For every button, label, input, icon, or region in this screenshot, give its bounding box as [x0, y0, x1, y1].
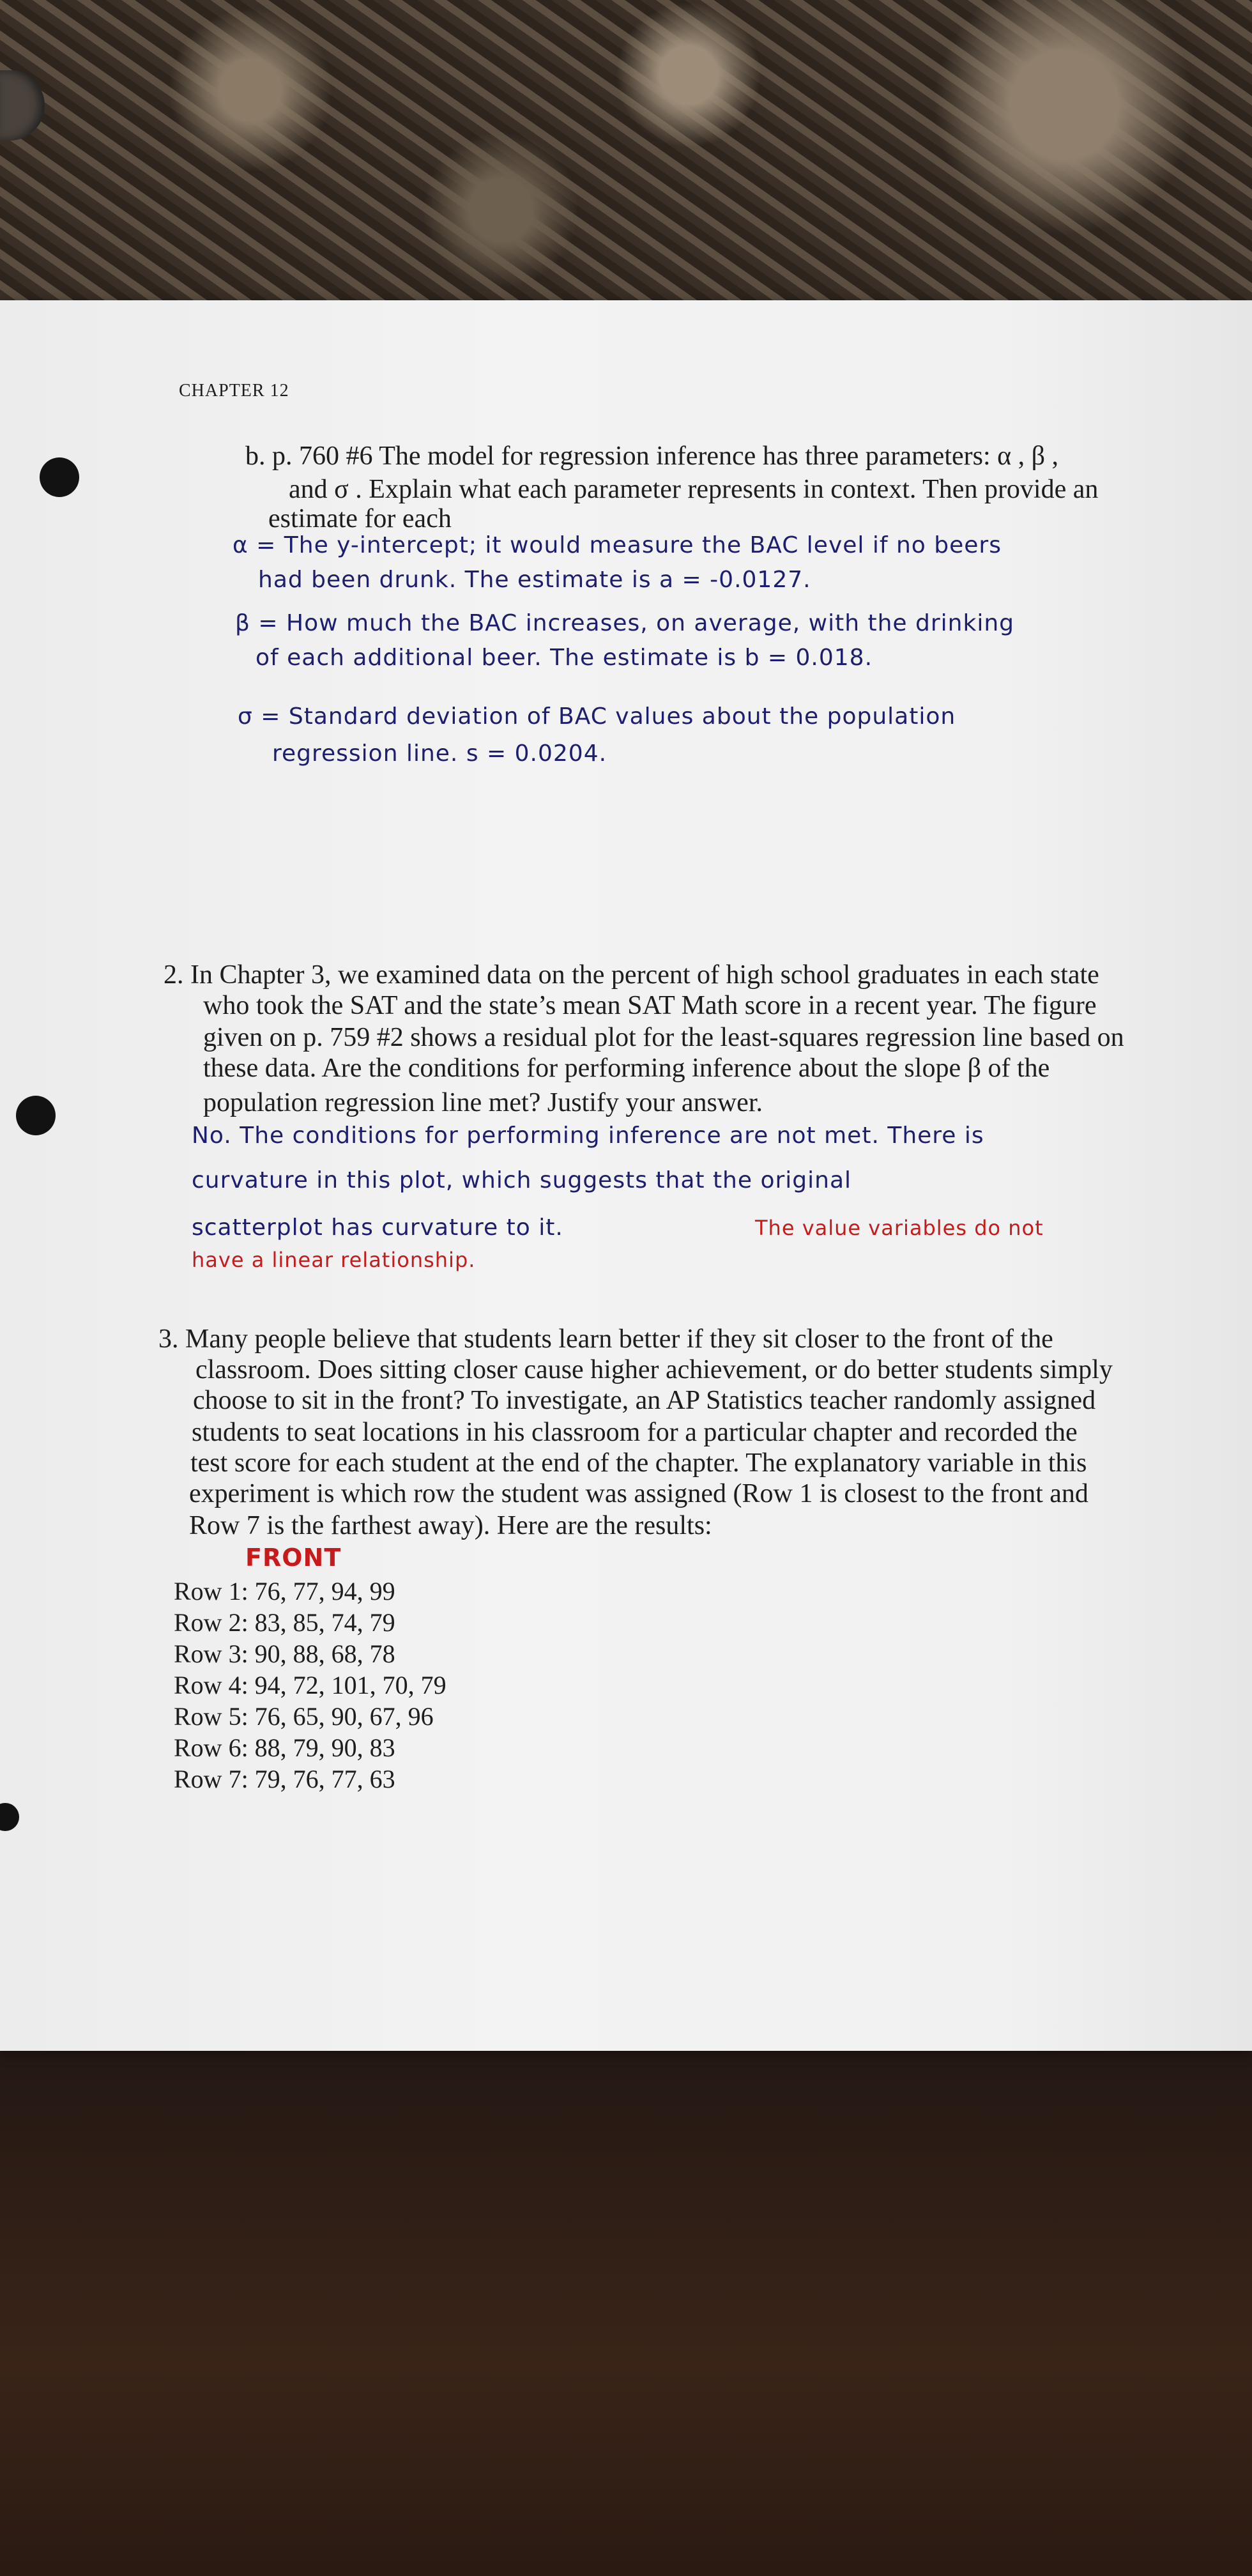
q3-prompt-line-3: choose to sit in the front? To investigate, an AP Statistics teacher randomly assigned — [193, 1386, 1096, 1415]
q1b-prompt-line-3: estimate for each — [268, 504, 452, 533]
q2-prompt-line-4: these data. Are the conditions for performing inference about the slope β of the — [203, 1054, 1050, 1083]
data-row-1: Row 1: 76, 77, 94, 99 — [174, 1577, 395, 1606]
data-row-7: Row 7: 79, 76, 77, 63 — [174, 1765, 395, 1793]
punch-hole-top — [40, 457, 79, 497]
q1b-answer-alpha-line-2: had been drunk. The estimate is a = -0.0127. — [258, 567, 811, 593]
q2-answer-line-1: No. The conditions for performing inference are not met. There is — [192, 1123, 984, 1149]
q2-prompt-line-3: given on p. 759 #2 shows a residual plot for the least-squares regression line based on — [203, 1023, 1124, 1052]
data-row-3: Row 3: 90, 88, 68, 78 — [174, 1639, 395, 1668]
data-row-4: Row 4: 94, 72, 101, 70, 79 — [174, 1671, 447, 1699]
q3-prompt-line-2: classroom. Does sitting closer cause higher achievement, or do better students simply — [195, 1355, 1113, 1384]
q2-prompt-line-1: 2. In Chapter 3, we examined data on the percent of high school graduates in each state — [164, 960, 1099, 990]
punch-hole-bottom — [0, 1803, 19, 1831]
front-label: FRONT — [245, 1544, 342, 1572]
data-row-5: Row 5: 76, 65, 90, 67, 96 — [174, 1702, 434, 1731]
q2-prompt-line-2: who took the SAT and the state’s mean SAT Math score in a recent year. The figure — [203, 991, 1097, 1020]
q3-prompt-line-6: experiment is which row the student was assigned (Row 1 is closest to the front and — [189, 1479, 1088, 1508]
q2-answer-line-3: scatterplot has curvature to it. — [192, 1215, 563, 1241]
q2-answer-line-2: curvature in this plot, which suggests that the original — [192, 1167, 852, 1193]
data-row-6: Row 6: 88, 79, 90, 83 — [174, 1733, 395, 1762]
q2-prompt-line-5: population regression line met? Justify your answer. — [203, 1088, 763, 1117]
q1b-answer-sigma-line-2: regression line. s = 0.0204. — [272, 740, 607, 767]
q3-prompt-line-5: test score for each student at the end of the chapter. The explanatory variable in this — [190, 1448, 1087, 1478]
q2-red-note-line-2: have a linear relationship. — [192, 1248, 476, 1272]
q3-prompt-line-1: 3. Many people believe that students learn better if they sit closer to the front of the — [158, 1324, 1053, 1354]
q1b-prompt-line-1: b. p. 760 #6 The model for regression inference has three parameters: α , β , — [245, 441, 1059, 471]
q1b-answer-beta-line-2: of each additional beer. The estimate is b = 0.018. — [256, 645, 873, 671]
q3-prompt-line-4: students to seat locations in his classroom for a particular chapter and recorded the — [192, 1418, 1078, 1447]
punch-hole-middle — [16, 1096, 56, 1135]
q3-prompt-line-7: Row 7 is the farthest away). Here are the results: — [189, 1511, 712, 1540]
q1b-answer-beta-line-1: β = How much the BAC increases, on average, with the drinking — [235, 610, 1014, 636]
q1b-answer-sigma-line-1: σ = Standard deviation of BAC values about the population — [238, 703, 956, 730]
carpet-background — [0, 0, 1252, 300]
floor-background — [0, 2044, 1252, 2576]
data-row-2: Row 2: 83, 85, 74, 79 — [174, 1608, 395, 1637]
chapter-header: CHAPTER 12 — [179, 381, 289, 401]
q2-red-note-line-1: The value variables do not — [755, 1216, 1044, 1240]
q3-data-rows — [174, 1575, 447, 1795]
q1b-prompt-line-2: and σ . Explain what each parameter represents in context. Then provide an — [289, 475, 1099, 504]
q1b-answer-alpha-line-1: α = The y-intercept; it would measure the BAC level if no beers — [233, 532, 1002, 558]
